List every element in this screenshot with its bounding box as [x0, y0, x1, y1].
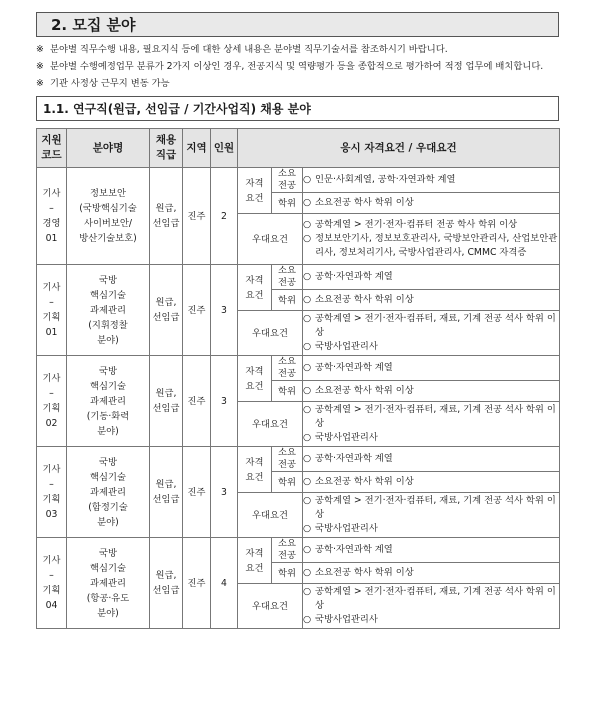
region-cell: 진주	[183, 265, 211, 356]
circle-bullet: ○	[303, 233, 312, 244]
qual-label: 자격 요건	[238, 168, 272, 214]
document-page	[36, 12, 559, 629]
circle-bullet: ○	[303, 404, 312, 415]
condition-text: 공학계열 > 전기·전자·컴퓨터, 재료, 기계 전공 석사 학위 이상	[315, 404, 556, 429]
field-cell: 국방 핵심기술 과제관리 (기동·화력 분야)	[67, 356, 150, 447]
pref-cell	[303, 311, 560, 356]
condition-text: 소요전공 학사 학위 이상	[315, 567, 414, 578]
region-cell: 진주	[183, 447, 211, 538]
condition-item	[303, 613, 559, 627]
major-cell	[303, 447, 560, 472]
region-cell: 진주	[183, 168, 211, 265]
major-cell	[303, 538, 560, 563]
condition-item	[303, 475, 559, 489]
header-field: 분야명	[67, 129, 150, 168]
condition-text: 공학계열 > 전기·전자·컴퓨터, 재료, 기계 전공 석사 학위 이상	[315, 586, 556, 611]
circle-bullet: ○	[303, 294, 312, 305]
note-mark: ※	[36, 78, 44, 89]
count-cell: 3	[211, 447, 238, 538]
condition-text: 공학계열 > 전기·전자·컴퓨터 전공 학사 학위 이상	[315, 219, 518, 230]
condition-item	[303, 361, 559, 375]
condition-text: 소요전공 학사 학위 이상	[315, 294, 414, 305]
major-cell	[303, 356, 560, 381]
note-item	[36, 41, 559, 58]
condition-text: 소요전공 학사 학위 이상	[315, 476, 414, 487]
header-code: 지원 코드	[37, 129, 67, 168]
condition-item	[303, 452, 559, 466]
circle-bullet: ○	[303, 586, 312, 597]
circle-bullet: ○	[303, 567, 312, 578]
degree-cell	[303, 193, 560, 214]
note-mark: ※	[36, 61, 44, 72]
condition-text: 공학·자연과학 계열	[315, 544, 393, 555]
qual-label: 자격 요건	[238, 356, 272, 402]
circle-bullet: ○	[303, 614, 312, 625]
qual-label: 자격 요건	[238, 265, 272, 311]
degree-label: 학위	[272, 193, 303, 214]
degree-label: 학위	[272, 472, 303, 493]
condition-item	[303, 312, 559, 340]
pref-cell	[303, 584, 560, 629]
pref-cell	[303, 493, 560, 538]
notes-list	[36, 41, 559, 92]
header-count: 인원	[211, 129, 238, 168]
degree-cell	[303, 472, 560, 493]
condition-item	[303, 566, 559, 580]
note-text: 기관 사정상 근무지 변동 가능	[50, 78, 170, 89]
condition-item	[303, 494, 559, 522]
condition-text: 공학·자연과학 계열	[315, 362, 393, 373]
circle-bullet: ○	[303, 523, 312, 534]
table-row	[37, 447, 560, 472]
note-text: 분야별 직무수행 내용, 필요지식 등에 대한 상세 내용은 분야별 직무기술서를 참조하시기 바랍니다.	[50, 44, 448, 55]
circle-bullet: ○	[303, 313, 312, 324]
note-item	[36, 75, 559, 92]
header-requirements: 응시 자격요건 / 우대요건	[238, 129, 560, 168]
table-header-row	[37, 129, 560, 168]
count-cell: 3	[211, 265, 238, 356]
degree-label: 학위	[272, 381, 303, 402]
condition-text: 소요전공 학사 학위 이상	[315, 197, 414, 208]
major-cell	[303, 168, 560, 193]
circle-bullet: ○	[303, 453, 312, 464]
count-cell: 2	[211, 168, 238, 265]
code-cell: 기사 – 기획 03	[37, 447, 67, 538]
condition-text: 국방사업관리사	[315, 523, 378, 534]
condition-item	[303, 270, 559, 284]
condition-text: 공학계열 > 전기·전자·컴퓨터, 재료, 기계 전공 석사 학위 이상	[315, 313, 556, 338]
subsection-title: 1.1. 연구직(원급, 선임급 / 기간사업직) 채용 분야	[36, 96, 559, 121]
degree-label: 학위	[272, 563, 303, 584]
field-cell: 국방 핵심기술 과제관리 (항공·유도 분야)	[67, 538, 150, 629]
table-row	[37, 265, 560, 290]
condition-text: 정보보안기사, 정보보호관리사, 국방보안관리사, 산업보안관리사, 정보처리기사, 국방사업관리사, CMMC 자격증	[315, 233, 558, 258]
major-label: 소요 전공	[272, 447, 303, 472]
pref-cell	[303, 402, 560, 447]
qual-label: 자격 요건	[238, 538, 272, 584]
code-cell: 기사 – 기획 02	[37, 356, 67, 447]
degree-label: 학위	[272, 290, 303, 311]
table-row	[37, 356, 560, 381]
count-cell: 4	[211, 538, 238, 629]
note-item	[36, 58, 559, 75]
condition-text: 국방사업관리사	[315, 341, 378, 352]
pref-label: 우대요건	[238, 493, 303, 538]
circle-bullet: ○	[303, 362, 312, 373]
degree-cell	[303, 290, 560, 311]
region-cell: 진주	[183, 538, 211, 629]
condition-text: 소요전공 학사 학위 이상	[315, 385, 414, 396]
table-row	[37, 168, 560, 193]
condition-text: 공학·자연과학 계열	[315, 271, 393, 282]
header-region: 지역	[183, 129, 211, 168]
condition-text: 공학·자연과학 계열	[315, 453, 393, 464]
section-title: 2. 모집 분야	[36, 12, 559, 37]
grade-cell: 원급, 선임급	[150, 356, 183, 447]
condition-item	[303, 431, 559, 445]
grade-cell: 원급, 선임급	[150, 265, 183, 356]
condition-item	[303, 293, 559, 307]
major-label: 소요 전공	[272, 538, 303, 563]
qual-label: 자격 요건	[238, 447, 272, 493]
circle-bullet: ○	[303, 432, 312, 443]
condition-item	[303, 384, 559, 398]
circle-bullet: ○	[303, 174, 312, 185]
circle-bullet: ○	[303, 476, 312, 487]
condition-item	[303, 218, 559, 232]
condition-item	[303, 340, 559, 354]
circle-bullet: ○	[303, 271, 312, 282]
table-body	[37, 168, 560, 629]
table-row	[37, 538, 560, 563]
code-cell: 기사 – 기획 04	[37, 538, 67, 629]
region-cell: 진주	[183, 356, 211, 447]
condition-text: 국방사업관리사	[315, 432, 378, 443]
major-label: 소요 전공	[272, 265, 303, 290]
condition-item	[303, 522, 559, 536]
condition-text: 국방사업관리사	[315, 614, 378, 625]
degree-cell	[303, 381, 560, 402]
condition-item	[303, 173, 559, 187]
condition-item	[303, 403, 559, 431]
circle-bullet: ○	[303, 495, 312, 506]
field-cell: 국방 핵심기술 과제관리 (지휘정찰 분야)	[67, 265, 150, 356]
condition-item	[303, 232, 559, 260]
circle-bullet: ○	[303, 341, 312, 352]
pref-label: 우대요건	[238, 402, 303, 447]
code-cell: 기사 – 기획 01	[37, 265, 67, 356]
pref-cell	[303, 214, 560, 265]
field-cell: 국방 핵심기술 과제관리 (함정기술 분야)	[67, 447, 150, 538]
condition-text: 인문·사회계열, 공학·자연과학 계열	[315, 174, 456, 185]
header-grade: 채용 직급	[150, 129, 183, 168]
major-cell	[303, 265, 560, 290]
circle-bullet: ○	[303, 544, 312, 555]
note-text: 분야별 수행예정업무 분류가 2가지 이상인 경우, 전공지식 및 역량평가 등을 종합적으로 평가하여 적정 업무에 배치합니다.	[50, 61, 544, 72]
major-label: 소요 전공	[272, 168, 303, 193]
field-cell: 정보보안 (국방핵심기술 사이버보안/ 방산기술보호)	[67, 168, 150, 265]
pref-label: 우대요건	[238, 584, 303, 629]
circle-bullet: ○	[303, 197, 312, 208]
grade-cell: 원급, 선임급	[150, 447, 183, 538]
condition-text: 공학계열 > 전기·전자·컴퓨터, 재료, 기계 전공 석사 학위 이상	[315, 495, 556, 520]
count-cell: 3	[211, 356, 238, 447]
pref-label: 우대요건	[238, 214, 303, 265]
recruitment-table	[36, 128, 560, 629]
code-cell: 기사 – 경영 01	[37, 168, 67, 265]
grade-cell: 원급, 선임급	[150, 538, 183, 629]
pref-label: 우대요건	[238, 311, 303, 356]
condition-item	[303, 585, 559, 613]
grade-cell: 원급, 선임급	[150, 168, 183, 265]
condition-item	[303, 543, 559, 557]
circle-bullet: ○	[303, 385, 312, 396]
circle-bullet: ○	[303, 219, 312, 230]
condition-item	[303, 196, 559, 210]
major-label: 소요 전공	[272, 356, 303, 381]
degree-cell	[303, 563, 560, 584]
note-mark: ※	[36, 44, 44, 55]
